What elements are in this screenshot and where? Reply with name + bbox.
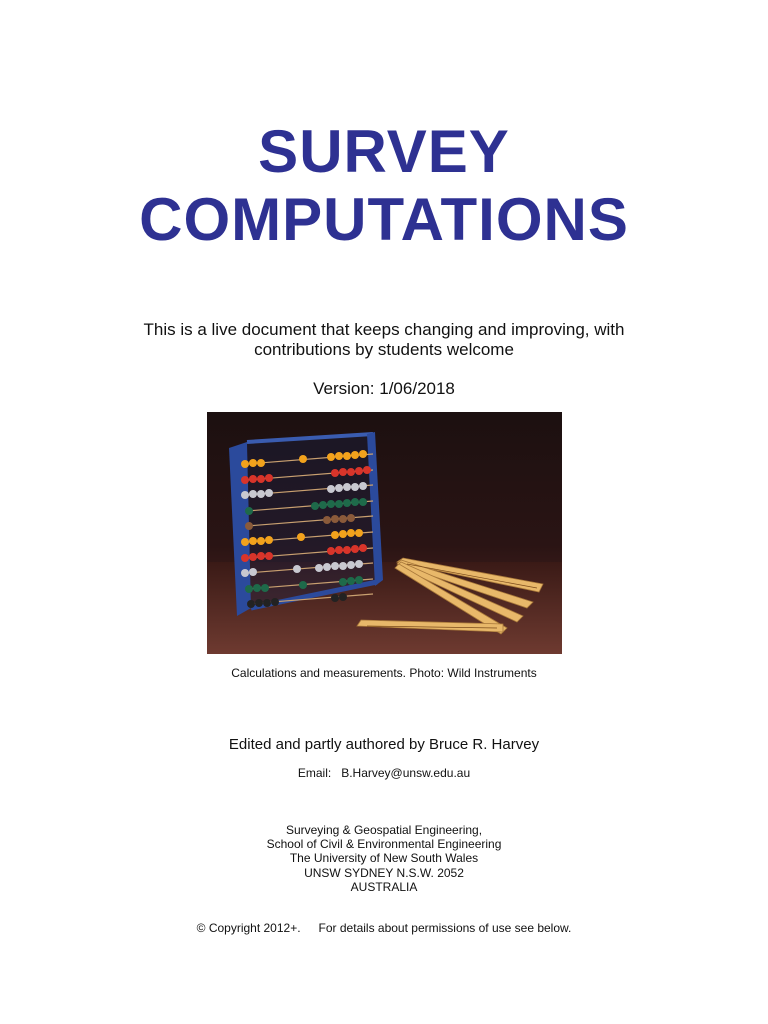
email-label: Email:: [297, 766, 332, 780]
address-line: Surveying & Geospatial Engineering,: [285, 823, 483, 837]
title-line-2: COMPUTATIONS: [139, 186, 629, 253]
address-line: UNSW SYDNEY N.S.W. 2052: [304, 865, 464, 880]
copyright-notice: © Copyright 2012+.: [196, 921, 301, 935]
document-title: [0, 118, 768, 254]
permissions-note: For details about permissions of use see below.: [318, 921, 572, 935]
copyright-line: [0, 921, 768, 935]
title-line-1: SURVEY: [258, 118, 510, 185]
address-line: School of Civil & Environmental Engineering: [266, 837, 502, 852]
address-line: The University of New South Wales: [289, 851, 479, 866]
cover-photo: [207, 412, 562, 654]
version-label: Version: 1/06/2018: [313, 379, 455, 398]
editor-credit: Edited and partly authored by Bruce R. Harvey: [228, 736, 540, 753]
email-line: [0, 766, 768, 780]
postal-address: [0, 823, 768, 894]
intro-text: [0, 320, 768, 360]
intro-line-2: contributions by students welcome: [254, 340, 514, 359]
intro-line-1: This is a live document that keeps changing and improving, with: [143, 320, 625, 339]
address-line: AUSTRALIA: [350, 879, 418, 894]
photo-caption: Calculations and measurements. Photo: Wild Instruments: [231, 666, 537, 680]
email-address-link[interactable]: B.Harvey@unsw.edu.au: [341, 766, 471, 780]
